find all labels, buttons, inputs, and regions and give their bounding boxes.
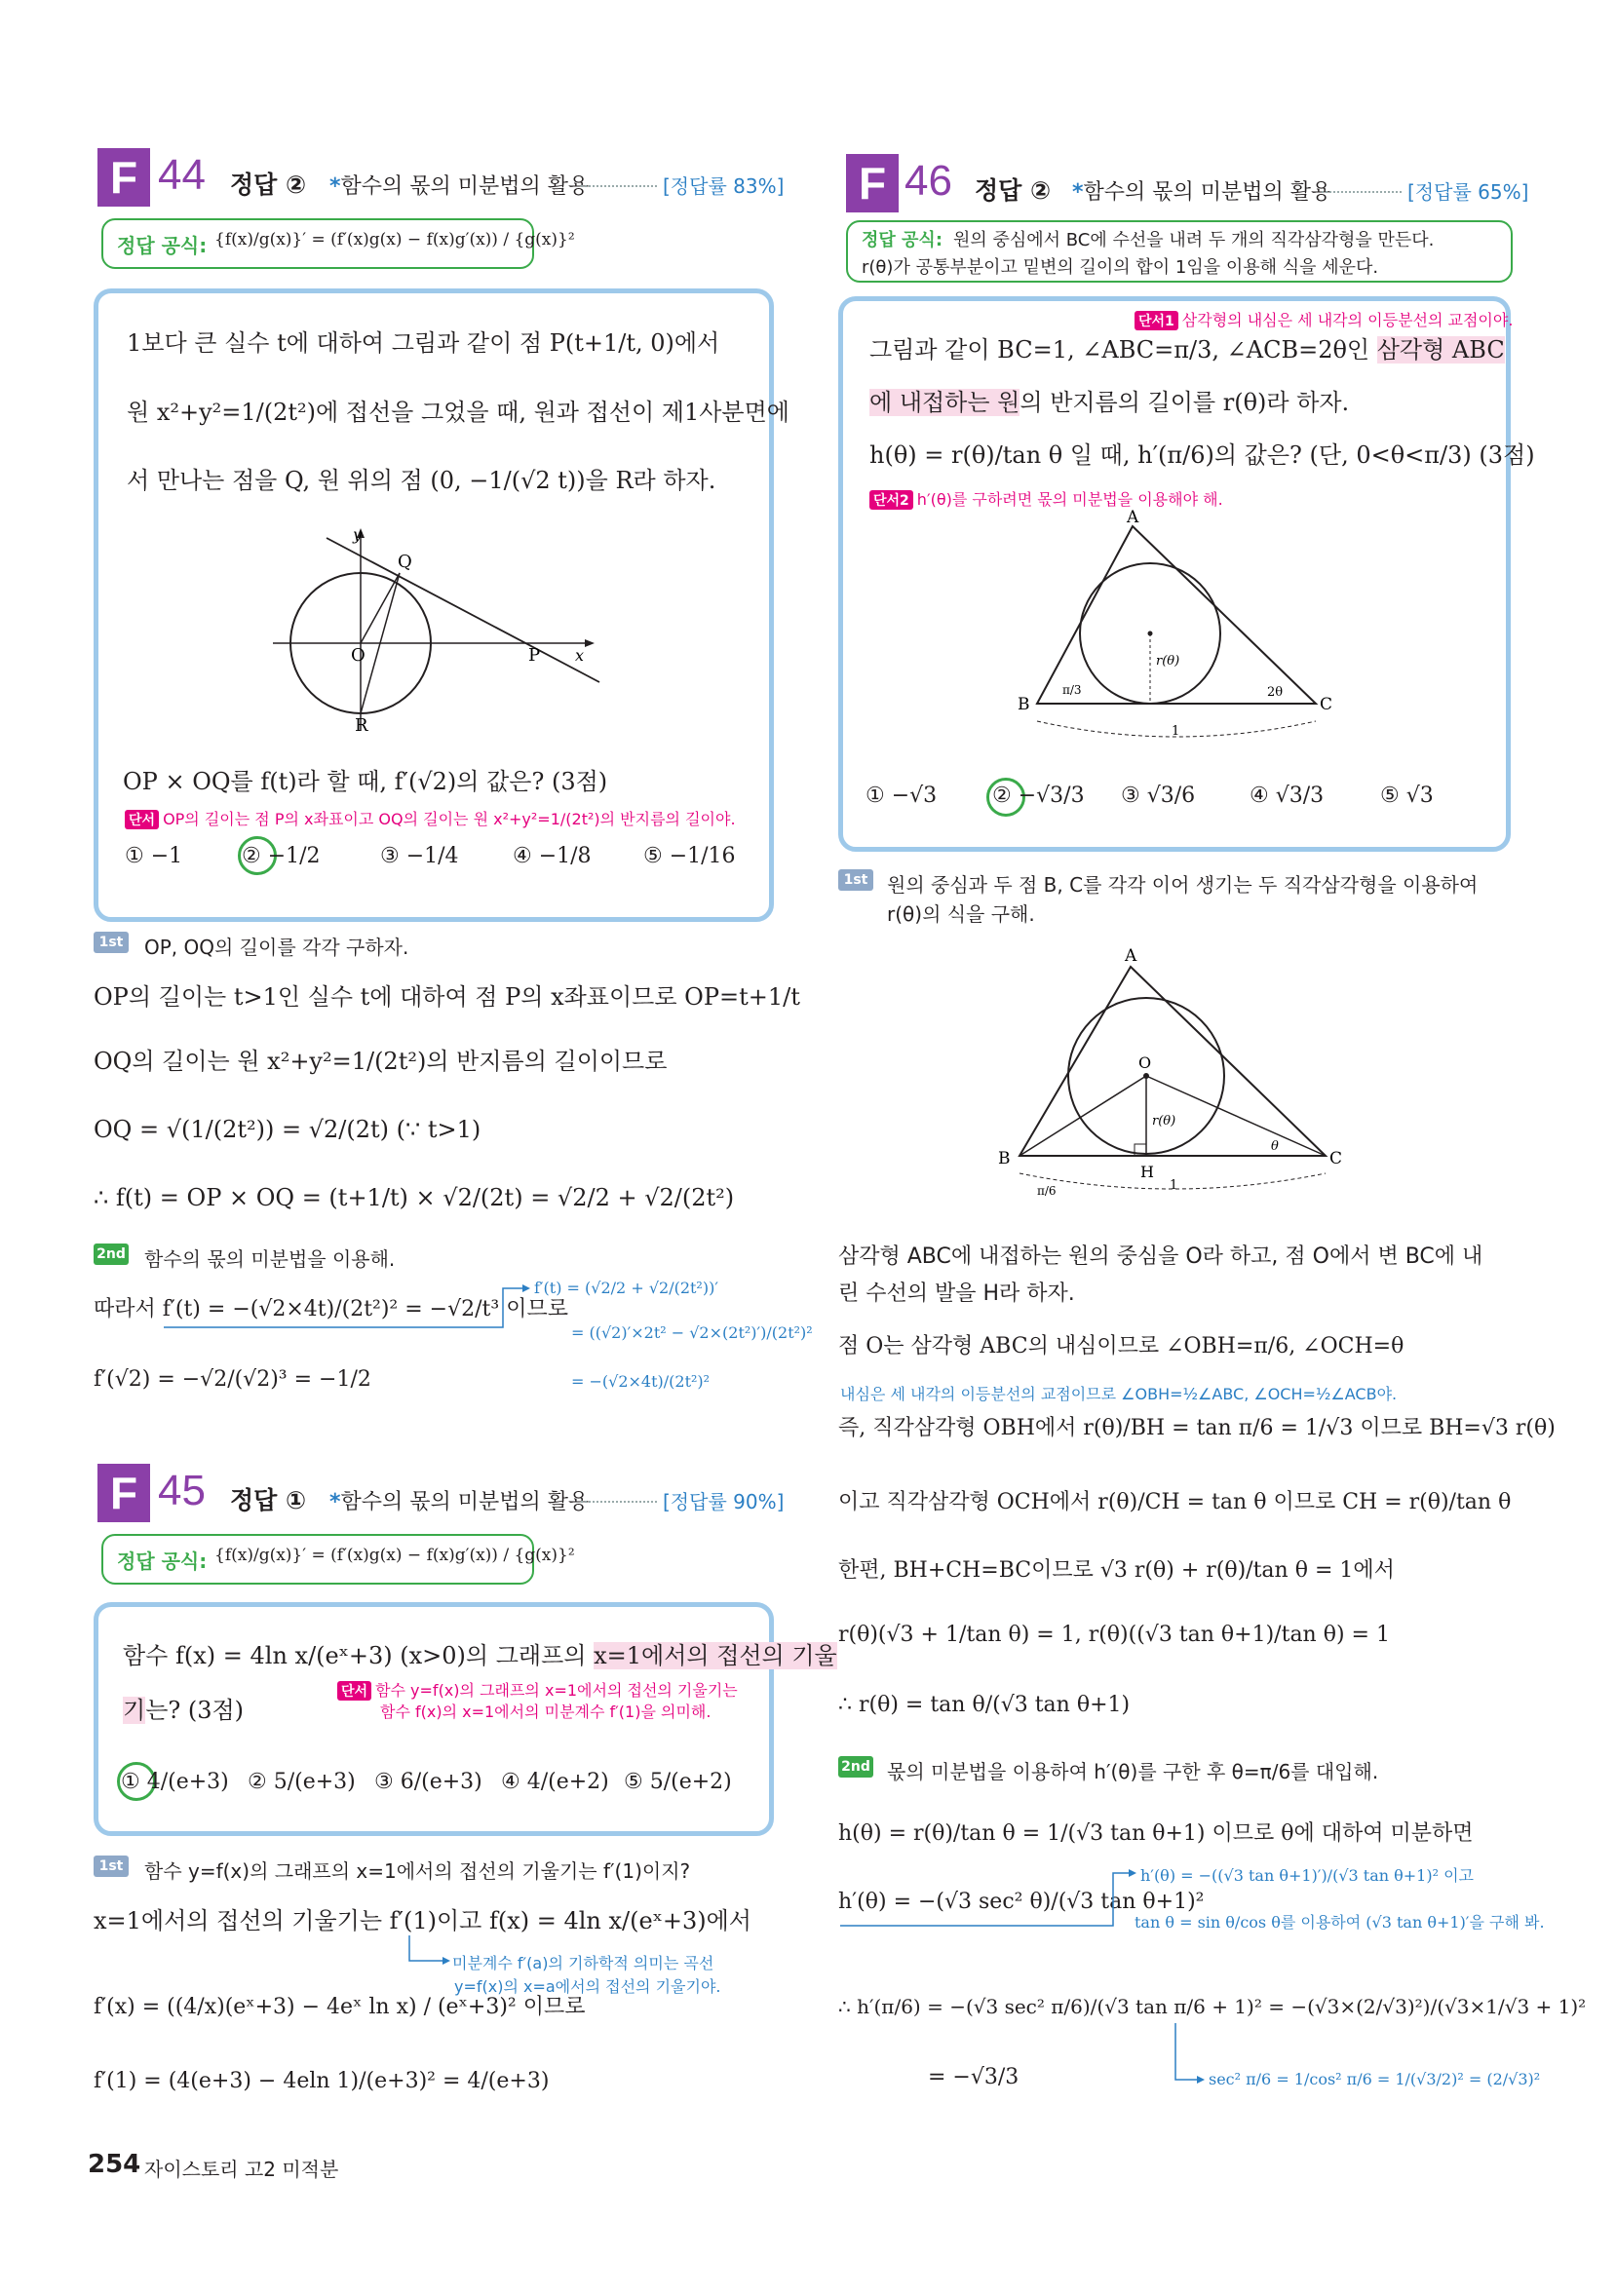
problem-45-line2: 기는? (3점) [123, 1697, 245, 1724]
figure-46-triangle-incircle [1004, 509, 1355, 743]
note-46-incenter: 내심은 세 내각의 이등분선의 교점이므로 ∠OBH=½∠ABC, ∠OCH=½∠ACB야. [840, 1385, 1398, 1403]
accuracy-rate-46: [정답률 65%] [1407, 180, 1529, 204]
choice-45-5[interactable]: ⑤ 5/(e+2) [624, 1770, 732, 1794]
choice-45-1[interactable]: ① 4/(e+3) [121, 1770, 229, 1794]
side-note-arrow-46b [1170, 2021, 1209, 2089]
solution-46-2: 린 수선의 발을 H라 하자. [838, 1282, 1075, 1306]
fig46s-label-A: A [1125, 946, 1137, 966]
side-note-arrow-46 [838, 1859, 1150, 1930]
problem-44-line1: 1보다 큰 실수 t에 대하여 그림과 같이 점 P(t+1/t, 0)에서 [127, 329, 720, 357]
fig46-label-angleB: π/3 [1062, 683, 1082, 697]
formula-44: {f(x)/g(x)}′ = (f′(x)g(x) − f(x)g′(x)) / {g(x)}² [214, 230, 575, 249]
choice-44-4[interactable]: ④ −1/8 [513, 844, 592, 868]
fig46s-label-C: C [1329, 1149, 1343, 1168]
side-note-44-3: = −(√2×4t)/(2t²)² [571, 1372, 711, 1391]
side-note-44-1: f′(t) = (√2/2 + √2/(2t²))′ [534, 1279, 718, 1297]
fig46-label-base: 1 [1172, 724, 1180, 739]
side-note-44-2: = ((√2)′×2t² − √2×(2t²)′)/(2t²)² [571, 1323, 813, 1342]
side-note-arrow-44 [162, 1282, 532, 1331]
solution-46-12: = −√3/3 [928, 2065, 1020, 2089]
formula-label-44: 정답 공식: [117, 234, 208, 257]
choice-46-2[interactable]: ② −√3/3 [992, 784, 1085, 808]
fig44-label-y: y [353, 526, 363, 544]
fig44-label-P: P [528, 645, 541, 666]
choice-44-5[interactable]: ⑤ −1/16 [643, 844, 736, 868]
solution-46-11: ∴ h′(π/6) = −(√3 sec² π/6)/(√3 tan π/6 + 1)² = −(√3×(2/√3)²)/(√3×1/√3 + 1)² [838, 1995, 1587, 2018]
fig46s-label-r: r(θ) [1152, 1114, 1176, 1129]
problem-46-line1: 그림과 같이 BC=1, ∠ABC=π/3, ∠ACB=2θ인 삼각형 ABC [869, 336, 1505, 364]
side-note-46-2: tan θ = sin θ/cos θ를 이용하여 (√3 tan θ+1)′을 구해 봐. [1135, 1913, 1545, 1932]
fig44-label-O: O [351, 645, 366, 666]
solution-46-7: r(θ)(√3 + 1/tan θ) = 1, r(θ)((√3 tan θ+1)/tan θ) = 1 [838, 1623, 1390, 1647]
problem-number-45: 45 [158, 1467, 206, 1514]
solution-44-2: OQ의 길이는 원 x²+y²=1/(2t²)의 반지름의 길이이므로 [94, 1048, 668, 1075]
hint-45-1: 단서 함수 y=f(x)의 그래프의 x=1에서의 접선의 기울기는 [337, 1678, 738, 1701]
note-45-2: y=f(x)의 x=a에서의 접선의 기울기야. [454, 1977, 721, 1996]
side-note-46-3: sec² π/6 = 1/cos² π/6 = 1/(√3/2)² = (2/√3)² [1209, 2070, 1541, 2088]
fig44-label-Q: Q [398, 552, 412, 572]
choice-45-2[interactable]: ② 5/(e+3) [248, 1770, 356, 1794]
star-icon: * [1072, 180, 1084, 205]
topic-45: *함수의 몫의 미분법의 활용 [329, 1490, 590, 1514]
problem-badge-46: F [846, 154, 899, 212]
fig44-label-R: R [355, 715, 368, 736]
answer-label-46: 정답 ② [975, 176, 1052, 205]
solution-46-9: h(θ) = r(θ)/tan θ = 1/(√3 tan θ+1) 이므로 θ에 대하여 미분하면 [838, 1821, 1474, 1846]
hint-45-2: 함수 f(x)의 x=1에서의 미분계수 f′(1)을 의미해. [380, 1703, 712, 1721]
choice-46-3[interactable]: ③ √3/6 [1121, 784, 1196, 808]
choice-46-4[interactable]: ④ √3/3 [1250, 784, 1325, 808]
hint-46-1: 단서1 삼각형의 내심은 세 내각의 이등분선의 교점이야. [1135, 308, 1513, 330]
figure-44-circle-tangent [263, 526, 614, 741]
hint-tag: 단서1 [1135, 311, 1178, 330]
dotted-leader [581, 185, 657, 187]
step-tag-45-1st: 1st [94, 1856, 129, 1877]
star-icon: * [329, 174, 341, 199]
hint-tag: 단서 [125, 810, 159, 829]
choice-44-3[interactable]: ③ −1/4 [380, 844, 459, 868]
step-46-1st-line2: r(θ)의 식을 구해. [887, 902, 1035, 926]
step-44-2nd: 함수의 몫의 미분법을 이용해. [144, 1247, 396, 1271]
solution-46-3: 점 O는 삼각형 ABC의 내심이므로 ∠OBH=π/6, ∠OCH=θ [838, 1334, 1404, 1358]
fig46s-label-B: B [998, 1149, 1011, 1168]
answer-label-44: 정답 ② [230, 171, 307, 199]
step-tag-46-1st: 1st [838, 869, 873, 891]
fig46s-label-H: H [1140, 1163, 1154, 1181]
formula-label-46: 정답 공식: [862, 230, 943, 250]
choice-45-4[interactable]: ④ 4/(e+2) [501, 1770, 609, 1794]
accuracy-rate-45: [정답률 90%] [663, 1490, 785, 1513]
question-44: OP × OQ를 f(t)라 할 때, f′(√2)의 값은? (3점) [123, 768, 608, 795]
solution-46-4: 즉, 직각삼각형 OBH에서 r(θ)/BH = tan π/6 = 1/√3 이므로 BH=√3 r(θ) [838, 1416, 1556, 1440]
fig46s-label-O: O [1138, 1053, 1152, 1072]
fig46-label-B: B [1018, 695, 1030, 714]
solution-44-6: f′(√2) = −√2/(√2)³ = −1/2 [94, 1367, 371, 1392]
solution-45-2: f′(x) = ((4/x)(eˣ+3) − 4eˣ ln x) / (eˣ+3)² 이므로 [94, 1995, 586, 2019]
step-46-1st-line1: 원의 중심과 두 점 B, C를 각각 이어 생기는 두 직각삼각형을 이용하여 [887, 873, 1479, 897]
fig46s-label-base: 1 [1170, 1178, 1178, 1193]
answer-label-45: 정답 ① [230, 1486, 307, 1514]
step-tag-44-1st: 1st [94, 932, 129, 953]
choice-44-2[interactable]: ② −1/2 [242, 844, 321, 868]
note-arrow-45 [405, 1933, 454, 1972]
problem-44-line2: 원 x²+y²=1/(2t²)에 접선을 그었을 때, 원과 접선이 제1사분면에 [127, 399, 789, 426]
dotted-leader [581, 1501, 657, 1503]
problem-46-line3: h(θ) = r(θ)/tan θ 일 때, h′(π/6)의 값은? (단, 0<θ<π/3) (3점) [869, 441, 1535, 469]
problem-badge-44: F [97, 148, 150, 207]
solution-46-6: 한편, BH+CH=BC이므로 √3 r(θ) + r(θ)/tan θ = 1에서 [838, 1558, 1395, 1583]
choice-46-1[interactable]: ① −√3 [866, 784, 938, 808]
solution-46-1: 삼각형 ABC에 내접하는 원의 중심을 O라 하고, 점 O에서 변 BC에 내 [838, 1244, 1483, 1269]
hint-46-2: 단서2 h′(θ)를 구하려면 몫의 미분법을 이용해야 해. [869, 487, 1223, 510]
fig46-label-A: A [1127, 509, 1139, 527]
problem-number-46: 46 [904, 157, 952, 205]
step-46-2nd: 몫의 미분법을 이용하여 h′(θ)를 구한 후 θ=π/6를 대입해. [887, 1760, 1379, 1783]
solution-45-1: x=1에서의 접선의 기울기는 f′(1)이고 f(x) = 4ln x/(eˣ+3)에서 [94, 1907, 751, 1934]
formula-46-line2: r(θ)가 공통부분이고 밑변의 길이의 합이 1임을 이용해 식을 세운다. [862, 257, 1379, 278]
solution-44-3: OQ = √(1/(2t²)) = √2/(2t) (∵ t>1) [94, 1116, 481, 1143]
book-title: 자이스토리 고2 미적분 [144, 2158, 339, 2181]
step-44-1st: OP, OQ의 길이를 각각 구하자. [144, 936, 409, 959]
problem-number-44: 44 [158, 151, 206, 199]
page-number: 254 [88, 2150, 141, 2179]
choice-45-3[interactable]: ③ 6/(e+3) [374, 1770, 482, 1794]
fig44-label-x: x [575, 646, 585, 665]
note-45-1: 미분계수 f′(a)의 기하학적 의미는 곡선 [452, 1954, 714, 1972]
hint-tag: 단서 [337, 1681, 371, 1701]
problem-46-line2: 에 내접하는 원의 반지름의 길이를 r(θ)라 하자. [869, 389, 1350, 416]
solution-46-8: ∴ r(θ) = tan θ/(√3 tan θ+1) [838, 1693, 1131, 1717]
choice-44-1[interactable]: ① −1 [125, 844, 183, 868]
formula-45: {f(x)/g(x)}′ = (f′(x)g(x) − f(x)g′(x)) / {g(x)}² [214, 1546, 575, 1565]
step-tag-44-2nd: 2nd [94, 1244, 129, 1265]
fig46s-label-angleB: π/6 [1037, 1184, 1057, 1198]
problem-45-line1: 함수 f(x) = 4ln x/(eˣ+3) (x>0)의 그래프의 x=1에서의 접선의 기울 [123, 1642, 837, 1669]
solution-46-10: h′(θ) = −(√3 sec² θ)/(√3 tan θ+1)² [838, 1890, 1205, 1914]
fig46s-label-theta: θ [1271, 1139, 1279, 1154]
problem-badge-45: F [97, 1464, 150, 1522]
solution-46-5: 이고 직각삼각형 OCH에서 r(θ)/CH = tan θ 이므로 CH = r(θ)/tan θ [838, 1490, 1512, 1514]
problem-44-line3: 서 만나는 점을 Q, 원 위의 점 (0, −1/(√2 t))을 R라 하자. [127, 467, 716, 494]
accuracy-rate-44: [정답률 83%] [663, 174, 785, 198]
fig46-label-angleC: 2θ [1267, 685, 1284, 700]
topic-44: *함수의 몫의 미분법의 활용 [329, 174, 590, 199]
hint-44: 단서 OP의 길이는 점 P의 x좌표이고 OQ의 길이는 원 x²+y²=1/(2t²)의 반지름의 길이야. [125, 807, 736, 829]
choice-46-5[interactable]: ⑤ √3 [1380, 784, 1434, 808]
formula-label-45: 정답 공식: [117, 1550, 208, 1573]
solution-44-4: ∴ f(t) = OP × OQ = (t+1/t) × √2/(2t) = √2/2 + √2/(2t²) [94, 1184, 735, 1211]
side-note-46-1: h′(θ) = −((√3 tan θ+1)′)/(√3 tan θ+1)² 이고 [1140, 1866, 1475, 1885]
dotted-leader [1322, 191, 1402, 193]
formula-46-line1: 원의 중심에서 BC에 수선을 내려 두 개의 직각삼각형을 만든다. [953, 230, 1435, 250]
solution-45-3: f′(1) = (4(e+3) − 4eln 1)/(e+3)² = 4/(e+3) [94, 2069, 550, 2093]
hint-tag: 단서2 [869, 490, 913, 510]
step-tag-46-2nd: 2nd [838, 1756, 873, 1778]
solution-44-1: OP의 길이는 t>1인 실수 t에 대하여 점 P의 x좌표이므로 OP=t+1/t [94, 983, 800, 1011]
step-45-1st: 함수 y=f(x)의 그래프의 x=1에서의 접선의 기울기는 f′(1)이지? [144, 1859, 691, 1883]
figure-46-solution-triangle [984, 939, 1355, 1212]
solution-44-5: 따라서 f′(t) = −(√2×4t)/(2t²)² = −√2/t³ 이므로 [94, 1297, 568, 1321]
fig46-label-C: C [1320, 695, 1333, 714]
topic-46: *함수의 몫의 미분법의 활용 [1072, 180, 1332, 205]
fig46-label-r: r(θ) [1156, 654, 1180, 669]
star-icon: * [329, 1490, 341, 1514]
